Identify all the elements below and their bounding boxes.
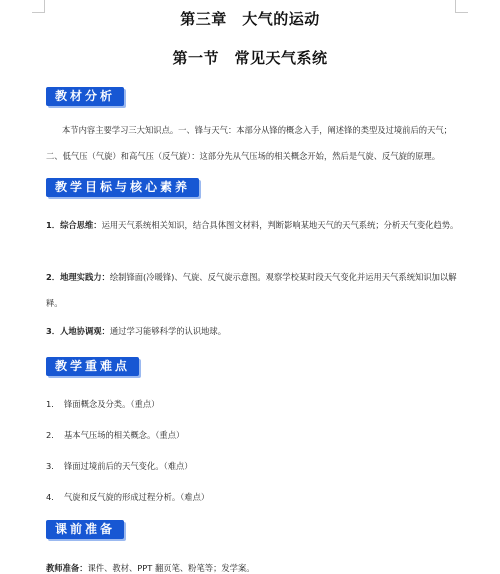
heading-textbook-analysis: 教材分析: [46, 87, 124, 106]
key-point-number: 3.: [46, 461, 54, 471]
heading-preparation: 课前准备: [46, 520, 124, 539]
objective-label: 3．人地协调观：: [46, 326, 110, 336]
objective-label: 2．地理实践力：: [46, 272, 110, 282]
heading-key-points: 教学重难点: [46, 357, 139, 376]
preparation-text: 课件、教材、PPT 翻页笔、粉笔等；发学案。: [87, 563, 255, 573]
objective-item: [46, 318, 466, 344]
preparation-label: 教师准备：: [46, 563, 88, 573]
chapter-title: 第三章 大气的运动: [180, 10, 320, 28]
objective-text: 通过学习能够科学的认识地球。: [109, 326, 227, 336]
key-point-item: [46, 460, 466, 472]
analysis-paragraph: 本节内容主要学习三大知识点。一、锋与天气：本部分从锋的概念入手，阐述锋的类型及过境前后的天气；二、低气压（气旋）和高气压（反气旋）：这部分先从气压场的相关概念开始，然后是气旋、反气旋的原理。: [46, 125, 452, 161]
key-point-item: [46, 398, 466, 410]
key-point-text: 基本气压场的相关概念。（重点）: [64, 430, 185, 440]
key-point-text: 气旋和反气旋的形成过程分析。（难点）: [64, 492, 210, 502]
key-point-number: 2.: [46, 430, 54, 440]
section-title: 第一节 常见天气系统: [172, 49, 328, 67]
preparation-line: [46, 562, 466, 574]
key-point-item: [46, 491, 466, 503]
key-point-item: [46, 429, 466, 441]
objective-text: 运用天气系统相关知识，结合具体图文材料，判断影响某地天气的天气系统；分析天气变化趋势。: [101, 220, 459, 230]
objective-item: [46, 264, 466, 316]
key-point-text: 锋面概念及分类。（重点）: [64, 399, 160, 409]
key-point-number: 4.: [46, 492, 54, 502]
heading-objectives: 教学目标与核心素养: [46, 178, 199, 197]
objective-item: [46, 212, 466, 238]
key-point-number: 1.: [46, 399, 54, 409]
objective-label: 1．综合思维：: [46, 220, 102, 230]
key-point-text: 锋面过境前后的天气变化。（难点）: [64, 461, 193, 471]
objective-text: 绘制锋面(冷暖锋)、气旋、反气旋示意图。观察学校某时段天气变化并运用天气系统知识加以解释。: [46, 272, 457, 308]
